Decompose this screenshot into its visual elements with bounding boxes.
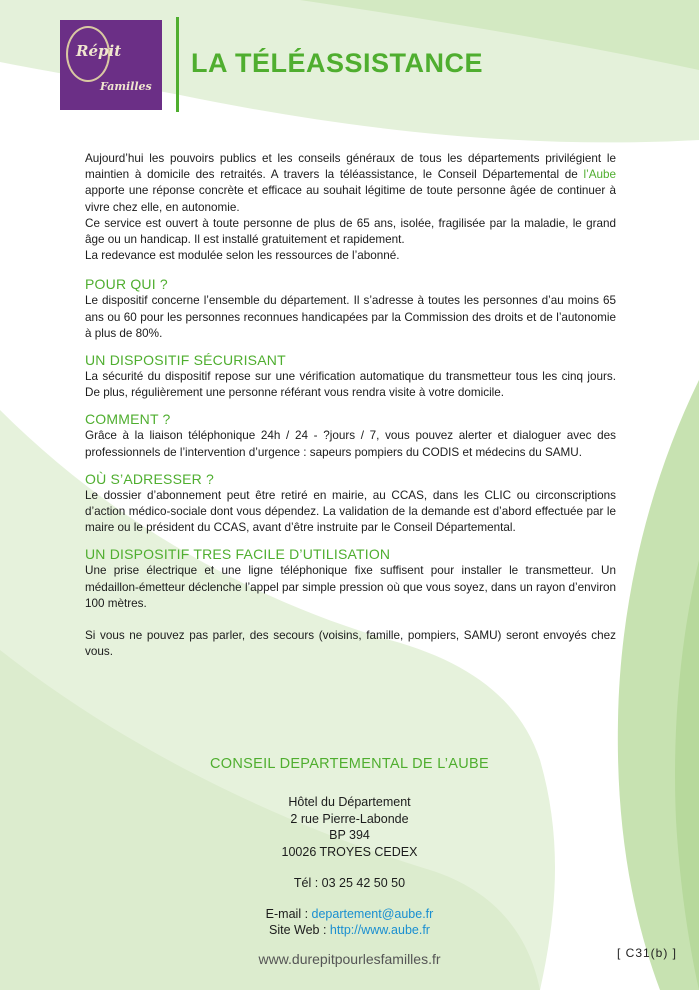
address: [0, 794, 699, 860]
intro-paragraph: Aujourd’hui les pouvoirs publics et les conseils généraux de tous les départements privilégient le maintien à domicile des retraités. A travers la téléassistance, le Conseil Départemental de l’Aube apporte une réponse concrète et efficace au souhait légitime de toute personne âgée de continuer à vivre chez elle, en autonomie.: [85, 152, 616, 214]
intro-service-paragraph: Ce service est ouvert à toute personne de plus de 65 ans, isolée, fragilisée par la maladie, le grand âge ou un handicap. Il est installé gratuitement et rapidement.: [85, 216, 616, 247]
website-link[interactable]: http://www.aube.fr: [329, 923, 430, 937]
section-heading-utilisation: UN DISPOSITIF TRES FACILE D’UTILISATION: [85, 546, 391, 563]
section-heading-pour-qui: POUR QUI ?: [85, 276, 168, 293]
page-reference: [ C31(b) ]: [616, 946, 677, 960]
address-line: Hôtel du Département: [288, 795, 411, 809]
page-title: LA TÉLÉASSISTANCE: [191, 48, 484, 78]
contact-links: [0, 906, 699, 938]
email-row: E-mail : departement@aube.fr: [265, 907, 434, 921]
title-divider: [176, 17, 179, 112]
email-link[interactable]: departement@aube.fr: [311, 907, 434, 921]
section-text-comment: Grâce à la liaison téléphonique 24h / 24 - ?jours / 7, vous pouvez alerter et dialoguer avec des professionnels de l’intervention d’urgence : sapeurs pompiers du CODIS et médecins du SAMU.: [85, 429, 616, 459]
org-title: CONSEIL DEPARTEMENTAL DE L’AUBE: [210, 756, 489, 772]
address-line: 2 rue Pierre-Labonde: [290, 811, 409, 826]
aube-link[interactable]: l’Aube: [583, 168, 616, 182]
contact-block: [0, 756, 699, 938]
footer-url[interactable]: www.durepitpourlesfamilles.fr: [258, 951, 441, 967]
intro-fee-paragraph: La redevance est modulée selon les ressources de l’abonné.: [85, 249, 400, 263]
section-heading-ou-sadresser: OÙ S’ADRESSER ?: [85, 470, 215, 487]
website-row: Site Web : http://www.aube.fr: [269, 923, 430, 937]
logo: [60, 20, 162, 110]
section-text-utilisation: Une prise électrique et une ligne téléphonique fixe suffisent pour installer le transmetteur. Un médaillon-émetteur déclenche l’appel par simple pression où que vous soyez, dans un rayon d’environ 100 mètres.: [85, 564, 616, 610]
address-line: 10026 TROYES CEDEX: [281, 844, 418, 859]
closing-paragraph: Si vous ne pouvez pas parler, des secours (voisins, famille, pompiers, SAMU) seront envoyés chez vous.: [85, 629, 616, 659]
main-content: [85, 151, 616, 660]
section-heading-comment: COMMENT ?: [85, 411, 171, 428]
section-text-securisant: La sécurité du dispositif repose sur une vérification automatique du transmetteur tous les cinq jours. De plus, régulièrement une personne référant vous rendra visite à votre domicile.: [85, 370, 616, 400]
logo-text-familles: Familles: [100, 80, 152, 93]
section-heading-securisant: UN DISPOSITIF SÉCURISANT: [85, 352, 286, 369]
logo-text-repit: Répit: [76, 42, 122, 60]
phone: Tél : 03 25 42 50 50: [293, 876, 406, 890]
section-text-ou-sadresser: Le dossier d’abonnement peut être retiré en mairie, au CCAS, dans les CLIC ou circonscriptions d’action médico-sociale dont vous dépendez. La validation de la demande est d’abord effectuée par le maire ou le président du CCAS, avant d’être instruite par le Conseil Départemental.: [85, 488, 616, 535]
address-line: BP 394: [329, 828, 370, 842]
section-text-pour-qui: Le dispositif concerne l’ensemble du département. Il s’adresse à toutes les personnes d’au moins 65 ans ou 60 pour les personnes reconnues handicapées par la Commission des droits et de l’autonomie à plus de 80%.: [85, 294, 616, 340]
